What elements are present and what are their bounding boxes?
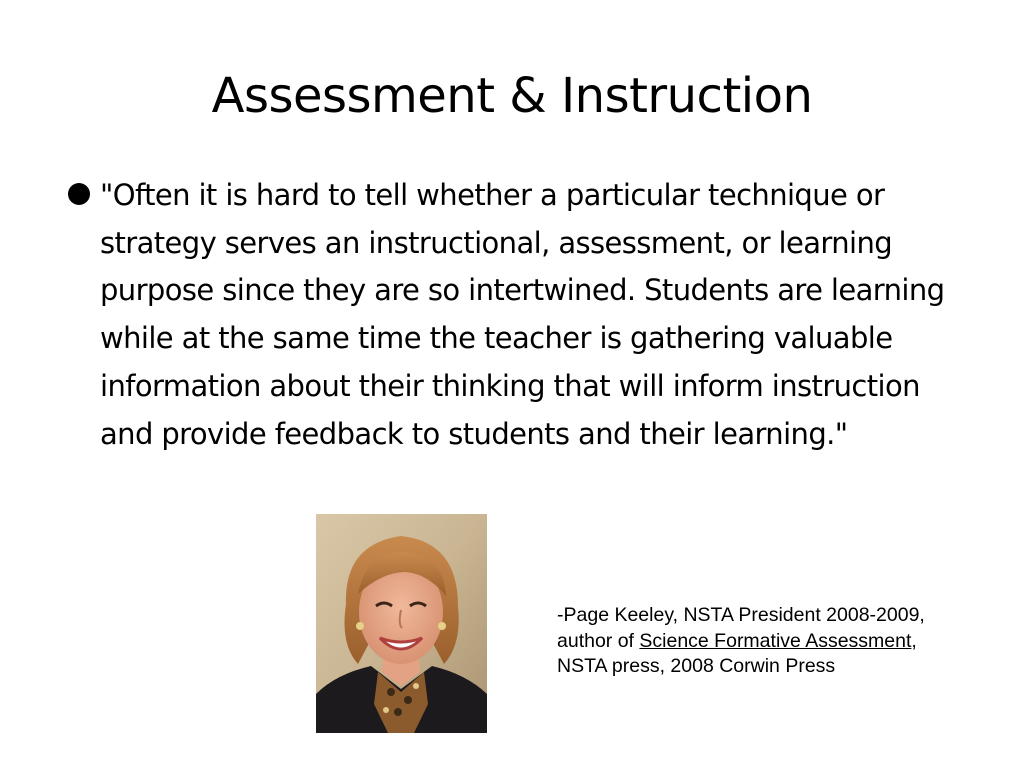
quote-text: "Often it is hard to tell whether a particular technique or strategy serves an instructional, assessment, or learning purpose since they are so intertwined. Students are learning while at the same time the teacher is gathering valuable information about their thinking that will inform instruction and provide feedback to students and their learning." <box>100 178 945 451</box>
attribution <box>557 603 1017 680</box>
book-title-link[interactable]: Science Formative Assessment <box>639 629 912 652</box>
bullet-dot-icon <box>68 183 90 205</box>
slide-title: Assessment & Instruction <box>211 68 813 124</box>
attribution-prefix: author of <box>557 629 640 652</box>
attribution-suffix: , <box>911 629 917 652</box>
attribution-line-2 <box>557 629 1017 655</box>
attribution-line-1: -Page Keeley, NSTA President 2008-2009, <box>557 604 925 626</box>
portrait-photo <box>316 514 487 733</box>
attribution-line-3: NSTA press, 2008 Corwin Press <box>557 655 836 677</box>
